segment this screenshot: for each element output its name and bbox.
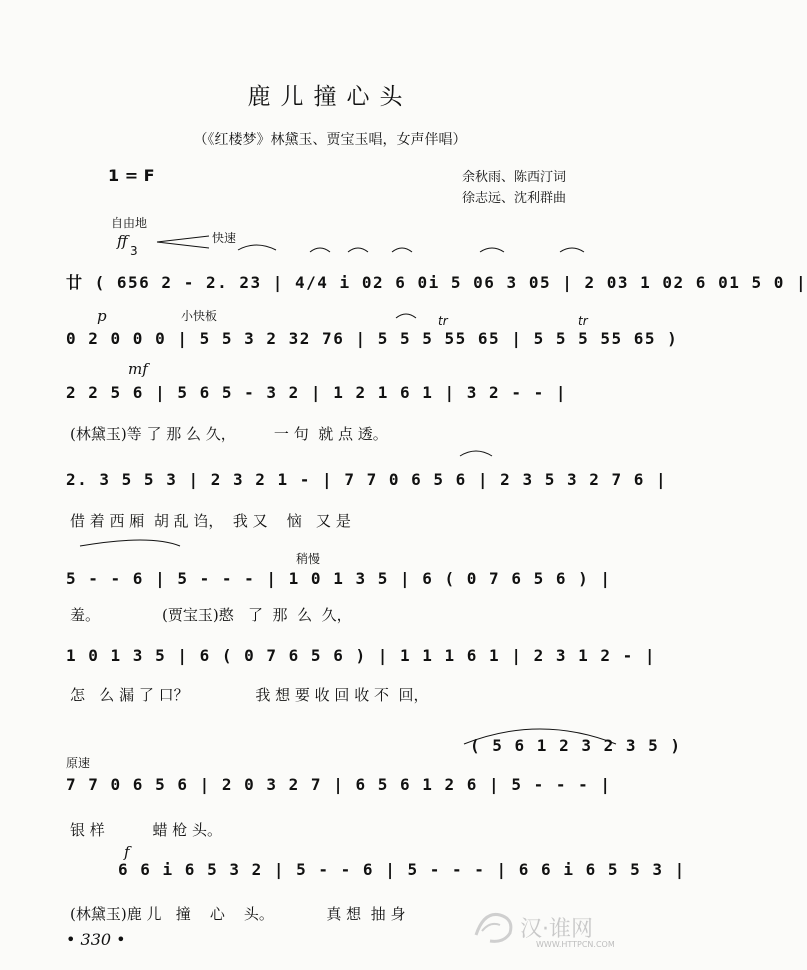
tempo-original: 原速 (66, 756, 91, 770)
dynamic-mf: mf (128, 360, 148, 378)
composer-credit: 徐志远、沈利群曲 (462, 191, 567, 206)
staff-2-notes: 0 2 0 0 0 | 5 5 3 2 32 76 | 5 5 5 55 65 | 5 5 5 55 65 ) (66, 329, 679, 348)
watermark-text: 汉·谁网 (520, 917, 593, 942)
staff-7-lyrics: 银 样 蜡 枪 头。 (70, 821, 222, 839)
dynamic-f: f (124, 843, 130, 861)
staff-8-notes: 6 6 i 6 5 3 2 | 5 - - 6 | 5 - - - | 6 6 i 6 5 5 3 | (118, 860, 686, 879)
tempo-slightly-slow: 稍慢 (296, 552, 321, 566)
staff-1-notes: 廿 ( 656 2 - 2. 23 | 4/4 i 02 6 0i 5 06 3 05 | 2 03 1 02 6 01 5 0 | (66, 273, 807, 292)
crescendo-hairpin (155, 235, 211, 249)
lyricist-credit: 余秋雨、陈西汀词 (462, 170, 567, 185)
watermark-url: WWW.HTTPCN.COM (536, 940, 615, 949)
song-subtitle: （《红楼梦》林黛玉、贾宝玉唱，女声伴唱） (193, 132, 467, 148)
staff-7-notes: 7 7 0 6 5 6 | 2 0 3 2 7 | 6 5 6 1 2 6 | 5 - - - | (66, 775, 612, 794)
song-title: 鹿儿撞心头 (247, 84, 413, 110)
staff-5-notes: 5 - - 6 | 5 - - - | 1 0 1 3 5 | 6 ( 0 7 6 5 6 ) | (66, 569, 612, 588)
tempo-fast: 快速 (212, 231, 237, 245)
staff-5-lyrics: 羞。 (贾宝玉)憨 了 那 么 久， (70, 606, 352, 624)
staff-4-lyrics: 借 着 西 厢 胡 乱 诌， 我 又 恼 又 是 (70, 512, 351, 530)
tempo-free: 自由地 (111, 216, 148, 230)
watermark-logo-icon (470, 905, 520, 947)
staff-6-notes: 1 0 1 3 5 | 6 ( 0 7 6 5 6 ) | 1 1 1 6 1 | 2 3 1 2 - | (66, 646, 657, 665)
staff-6-lyrics: 怎 么 漏 了 口？ 我 想 要 收 回 收 不 回， (70, 686, 429, 704)
page-number: • 330 • (66, 930, 126, 949)
staff-3-lyrics: (林黛玉)等 了 那 么 久， 一 句 就 点 透。 (70, 425, 388, 443)
dynamic-p: p (97, 307, 107, 325)
trill-mark-2: tr (578, 314, 588, 328)
staff-8-lyrics: (林黛玉)鹿 儿 撞 心 头。 真 想 抽 身 (70, 905, 406, 923)
staff-4-notes: 2. 3 5 5 3 | 2 3 2 1 - | 7 7 0 6 5 6 | 2 3 5 3 2 7 6 | (66, 470, 668, 489)
tempo-small-allegro: 小快板 (181, 309, 218, 323)
dynamic-ff: ff (117, 232, 128, 250)
triplet-mark: 3 (130, 244, 138, 258)
trill-mark-1: tr (438, 314, 448, 328)
staff-3-notes: 2 2 5 6 | 5 6 5 - 3 2 | 1 2 1 6 1 | 3 2 - - | (66, 383, 567, 402)
staff-7-accompaniment: ( 5 6 1 2 3 2 3 5 ) (470, 736, 682, 755)
key-signature: 1 = F (108, 166, 155, 185)
